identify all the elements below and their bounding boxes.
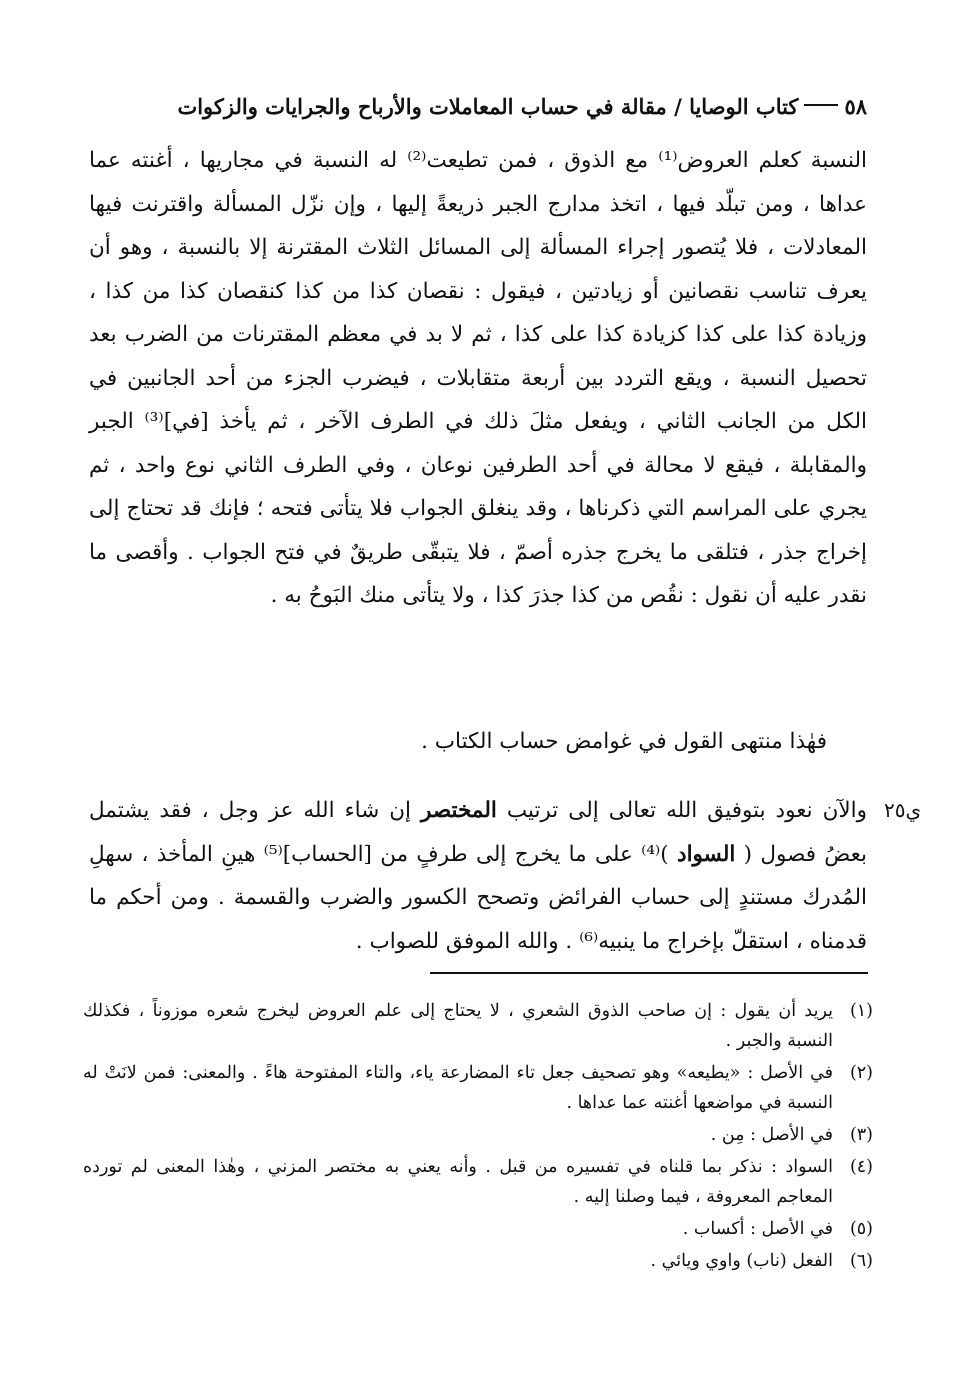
footnote-text: الفعل (ناب) واوي ويائي . xyxy=(650,1251,833,1271)
footnotes xyxy=(83,996,873,1278)
footnote-text: في الأصل : أكساب . xyxy=(682,1219,833,1239)
paragraph-3-end: )⁽⁴⁾ على ما يخرج إلى طرفٍ من [الحساب]⁽⁵⁾ هينِ المأخذ ، سهلِ المُدرك مستندٍ إلى حساب الفرائض وتصحح الكسور والضرب والقسمة . ومن أحكم ما قدمناه ، استقلّ بإخراج ما ينبيه⁽⁶⁾ . والله الموفق للصواب . xyxy=(89,841,867,954)
footnote-3 xyxy=(83,1120,873,1150)
footnote-number: (١) xyxy=(849,1001,873,1021)
footnote-5 xyxy=(83,1214,873,1244)
page-number: ٥٨ xyxy=(844,94,867,119)
footnote-number: (٤) xyxy=(849,1157,873,1177)
paragraph-3-bold-mukhtasar: المختصر xyxy=(421,798,497,823)
footnote-text: يريد أن يقول : إن صاحب الذوق الشعري ، لا يحتاج إلى علم العروض ليخرج شعره موزوناً ، فكذلك النسبة والجبر . xyxy=(83,1001,833,1051)
footnote-text: في الأصل : «يطيعه» وهو تصحيف جعل تاء المضارعة ياء، والتاء المفتوحة هاءً . والمعنى: فمن لانَتْ له النسبة في مواضعها أغنته عما عداها . xyxy=(83,1063,833,1113)
footnote-number: (٢) xyxy=(849,1063,873,1083)
footnote-text: السواد : نذكر بما قلناه في تفسيره من قبل . وأنه يعني به مختصر المزني ، وهٰذا المعنى لم تورده المعاجم المعروفة ، فيما وصلنا إليه . xyxy=(83,1157,833,1207)
paragraph-3-bold-sawad: السواد xyxy=(677,841,736,867)
paragraph-2: فهٰذا منتهى القول في غوامض حساب الكتاب . xyxy=(421,729,827,754)
footnote-2 xyxy=(83,1058,873,1118)
footnote-text: في الأصل : مِن . xyxy=(710,1125,833,1145)
footnote-number: (٦) xyxy=(849,1251,873,1271)
running-title: كتاب الوصايا / مقالة في حساب المعاملات والأرباح والجرايات والزكوات xyxy=(177,94,799,119)
paragraph-3-mid: إن شاء الله عز وجل ، فقد يشتمل بعضُ فصول ( xyxy=(89,798,867,867)
paragraph-1: النسبة كعلم العروض⁽¹⁾ مع الذوق ، فمن تطيعت⁽²⁾ له النسبة في مجاريها ، أغنته عما عداها ، ومن تبلّد فيها ، اتخذ مدارج الجبر ذريعةً إليها ، وإن نزّل المسألة واقترنت فيها المعادلات ، فلا يُتصور إجراء المسألة إلى المسائل الثلاث المقترنة إلا بالنسبة ، وهو أن يعرف تناسب نقصانين أو زيادتين ، فيقول : نقصان كذا من كذا كنقصان كذا من كذا ، وزيادة كذا على كذا كزيادة كذا على كذا ، ثم لا بد في معظم المقترنات من الضرب بعد تحصيل النسبة ، ويقع التردد بين أربعة متقابلات ، فيضرب الجزء من أحد الجانبين في الكل من الجانب الثاني ، ويفعل مثلَ ذلك في الطرف الآخر ، ثم يأخذ [في]⁽³⁾ الجبر والمقابلة ، فيقع لا محالة في أحد الطرفين نوعان ، وفي الطرف الثاني نوع واحد ، ثم يجري على المراسم التي ذكرناها ، وقد ينغلق الجواب فلا يتأتى فتحه ؛ فإنك قد تحتاج إلى إخراج جذر ، فتلقى ما يخرج جذره أصمّ ، فلا يتبقّى طريقٌ في فتح الجواب . وأقصى ما نقدر عليه أن نقول : نقُص من كذا جذرَ كذا ، ولا يتأتى منك البَوحُ به . xyxy=(89,148,867,608)
margin-reference: ي٢٥ xyxy=(884,798,922,822)
footnote-number: (٥) xyxy=(849,1219,873,1239)
footnote-4 xyxy=(83,1152,873,1212)
footnote-separator xyxy=(430,972,868,974)
header-dash xyxy=(804,104,838,106)
paragraph-3 xyxy=(89,789,867,963)
footnote-number: (٣) xyxy=(849,1125,873,1145)
footnote-6 xyxy=(83,1246,873,1276)
footnote-1 xyxy=(83,996,873,1056)
paragraph-3-start: والآن نعود بتوفيق الله تعالى إلى ترتيب xyxy=(496,798,867,823)
running-head xyxy=(87,92,867,122)
